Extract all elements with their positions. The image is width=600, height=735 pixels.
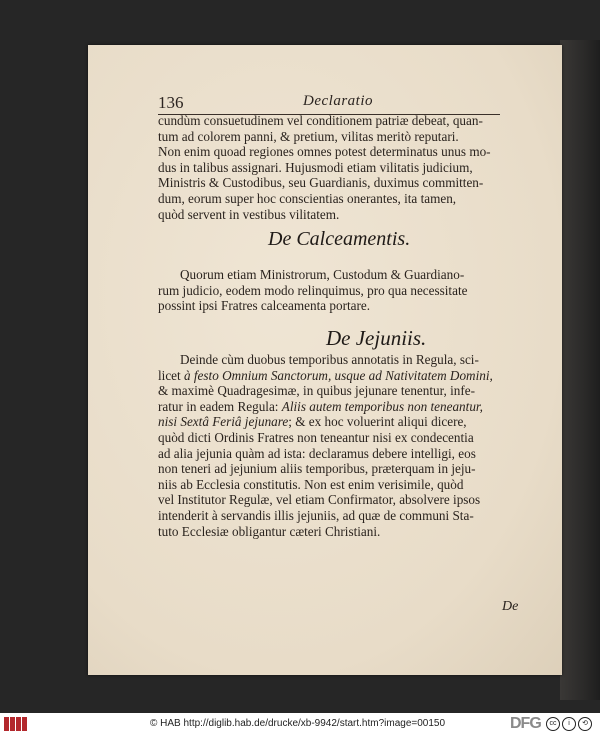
section-heading-jejuniis: De Jejuniis. (326, 326, 427, 350)
text-line: quòd servent in vestibus vilitatem. (158, 206, 340, 222)
footer-bar (0, 713, 600, 735)
next-page-edge (560, 40, 600, 700)
text-line: Quorum etiam Ministrorum, Custodum & Guardiano- (180, 267, 465, 282)
running-head: Declaratio (303, 93, 373, 109)
text-span: ; & ex hoc voluerint aliqui dicere, (288, 414, 467, 430)
text-span: ratur in eadem Regula: (158, 398, 282, 414)
page-header (158, 93, 498, 113)
page-content (88, 45, 562, 675)
section-heading-calceamentis: De Calceamentis. (268, 228, 411, 250)
text-line: dum, eorum super hoc conscientias onerantes, ita tamen, (158, 190, 457, 206)
text-line: quòd dicti Ordinis Fratres non teneantur nisi ex condecentia (158, 429, 474, 445)
license-icons[interactable] (546, 717, 596, 731)
text-line: rum judicio, eodem modo relinquimus, pro qua necessitate (158, 282, 468, 298)
text-line: Non enim quoad regiones omnes potest determinatus unus mo- (158, 144, 491, 160)
text-line: & maximè Quadragesimæ, in quibus jejunare tenentur, infe- (158, 383, 475, 399)
italic-span: à festo Omnium Sanctorum, usque ad Nativitatem Domini, (184, 367, 493, 383)
paragraph-jejuniis (158, 352, 503, 539)
citation-link[interactable]: © HAB http://diglib.hab.de/drucke/xb-9942/start.htm?image=00150 (150, 718, 446, 729)
text-line: dus in talibus assignari. Hujusmodi etiam vilitatis judicium, (158, 159, 473, 175)
paragraph-vestments (158, 113, 503, 222)
dfg-logo: DFG (510, 715, 541, 732)
text-line: niis ab Ecclesia constitutis. Non est enim verisimile, quòd (158, 476, 464, 492)
text-line: cundùm consuetudinem vel conditionem patriæ debeat, quan- (158, 113, 483, 128)
text-line (158, 414, 503, 430)
sa-icon: ⟲ (578, 717, 592, 731)
hab-logo-icon (4, 717, 30, 731)
paragraph-calceamentis (158, 267, 503, 314)
text-line (158, 399, 503, 415)
italic-span: nisi Sextâ Feriâ jejunare (158, 414, 289, 430)
text-line: vel Institutor Regulæ, vel etiam Confirmator, absolvere ipsos (158, 492, 481, 508)
text-line: ad alia jejunia quàm ad ista: declaramus debere intelligi, eos (158, 445, 476, 461)
text-line: Deinde cùm duobus temporibus annotatis in Regula, sci- (180, 352, 479, 367)
text-line (158, 368, 503, 384)
text-line: intenderit à servandis illis jejuniis, ad quæ de communi Sta- (158, 507, 474, 523)
italic-span: Aliis autem temporibus non teneantur, (281, 398, 483, 414)
by-icon: i (562, 717, 576, 731)
text-line: tuto Ecclesiæ obligantur cæteri Christiani. (158, 523, 381, 539)
text-line: non teneri ad jejunium aliis temporibus, præterquam in jeju- (158, 461, 476, 477)
cc-icon: cc (546, 717, 560, 731)
text-line: Ministris & Custodibus, seu Guardianis, duximus committen- (158, 175, 484, 191)
catchword: De (502, 599, 519, 614)
text-span: licet (158, 367, 184, 383)
text-line: possint ipsi Fratres calceamenta portare. (158, 298, 371, 314)
text-line: tum ad colorem panni, & pretium, vilitas meritò reputari. (158, 128, 459, 144)
page-number: 136 (158, 93, 184, 112)
